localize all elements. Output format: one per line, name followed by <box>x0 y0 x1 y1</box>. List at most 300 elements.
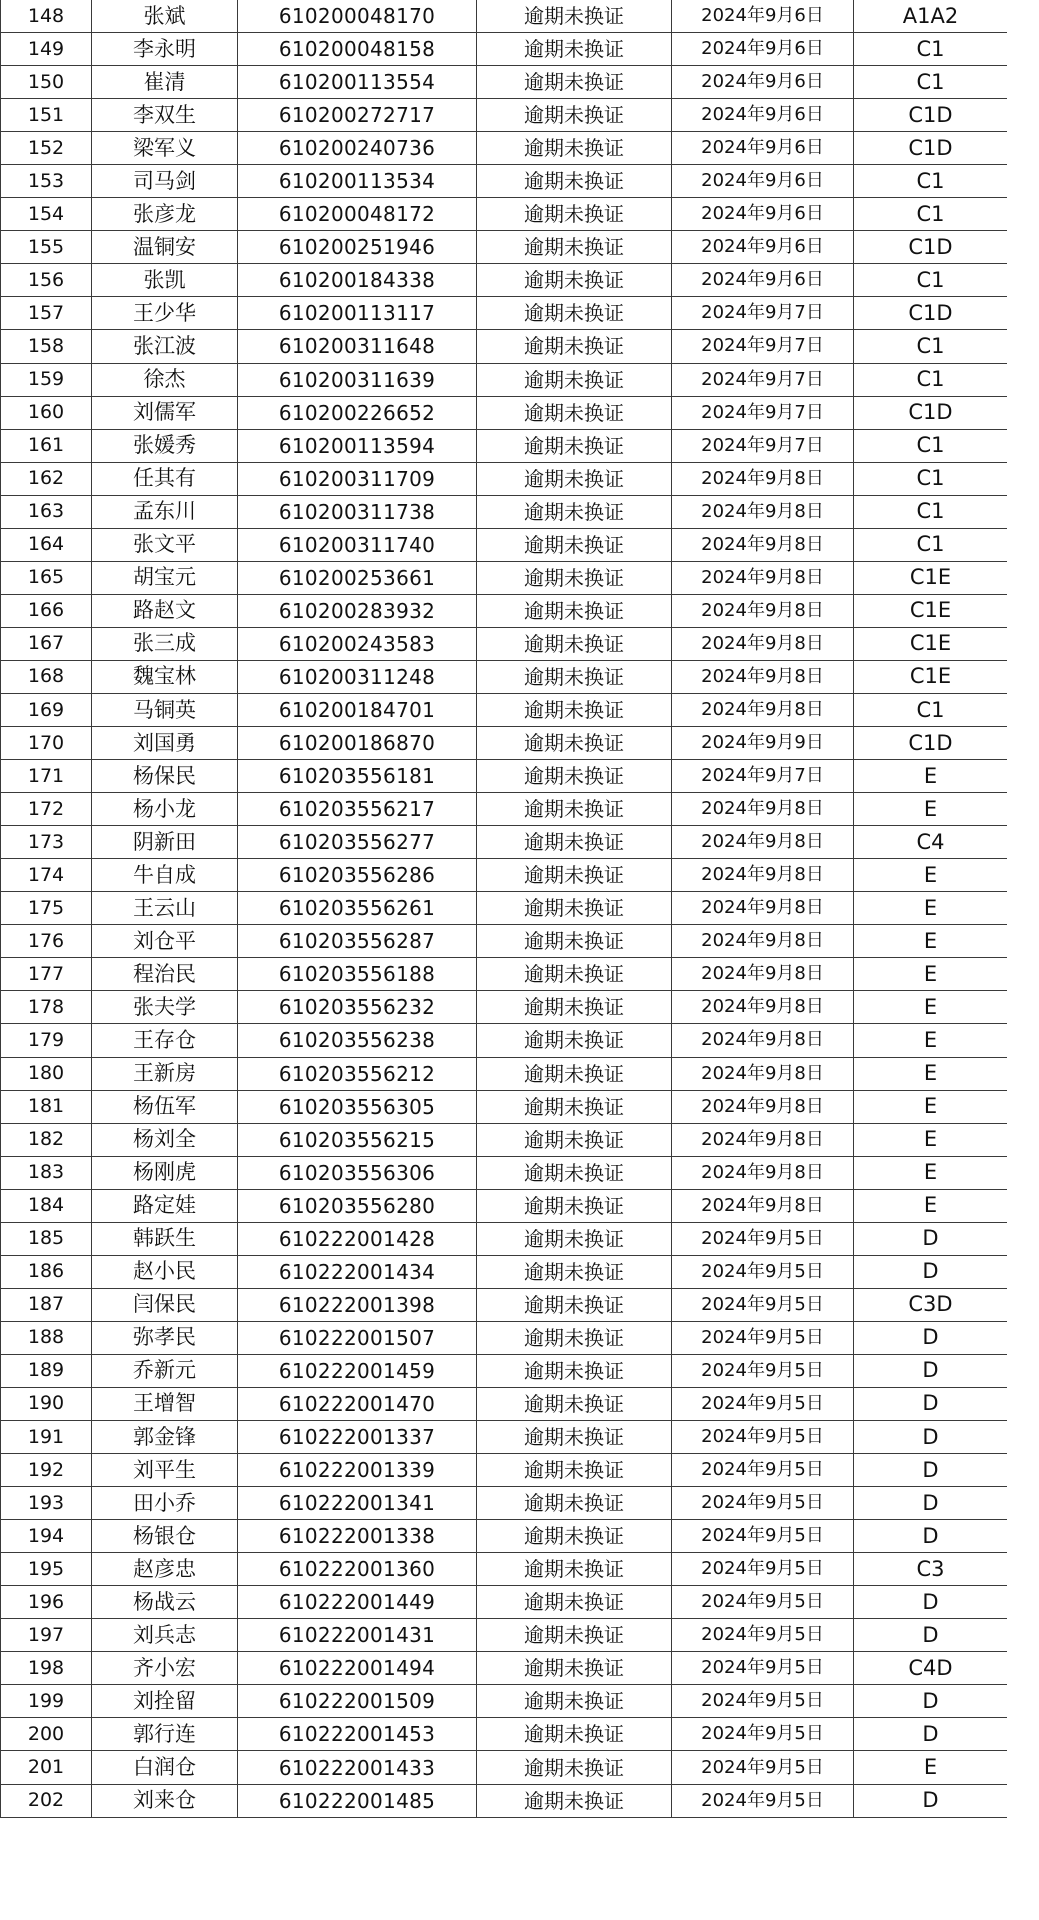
row-number-cell[interactable]: 155 <box>1 231 92 264</box>
license-class-cell[interactable]: C1 <box>854 165 1008 198</box>
row-number-cell[interactable]: 164 <box>1 528 92 561</box>
date-cell[interactable]: 2024年9月8日 <box>672 859 854 892</box>
status-cell[interactable]: 逾期未换证 <box>477 727 672 760</box>
status-cell[interactable]: 逾期未换证 <box>477 1553 672 1586</box>
row-number-cell[interactable]: 172 <box>1 793 92 826</box>
license-number-cell[interactable]: 610222001494 <box>238 1652 477 1685</box>
license-class-cell[interactable]: E <box>854 760 1008 793</box>
license-number-cell[interactable]: 610222001338 <box>238 1520 477 1553</box>
row-number-cell[interactable]: 180 <box>1 1057 92 1090</box>
license-class-cell[interactable]: C1D <box>854 396 1008 429</box>
status-cell[interactable]: 逾期未换证 <box>477 793 672 826</box>
license-number-cell[interactable]: 610203556217 <box>238 793 477 826</box>
date-cell[interactable]: 2024年9月7日 <box>672 330 854 363</box>
date-cell[interactable]: 2024年9月8日 <box>672 793 854 826</box>
name-cell[interactable]: 胡宝元 <box>92 561 238 594</box>
license-class-cell[interactable]: C1 <box>854 528 1008 561</box>
date-cell[interactable]: 2024年9月5日 <box>672 1288 854 1321</box>
license-class-cell[interactable]: D <box>854 1454 1008 1487</box>
name-cell[interactable]: 刘平生 <box>92 1454 238 1487</box>
status-cell[interactable]: 逾期未换证 <box>477 760 672 793</box>
status-cell[interactable]: 逾期未换证 <box>477 66 672 99</box>
status-cell[interactable]: 逾期未换证 <box>477 99 672 132</box>
date-cell[interactable]: 2024年9月5日 <box>672 1619 854 1652</box>
license-number-cell[interactable]: 610200311639 <box>238 363 477 396</box>
status-cell[interactable]: 逾期未换证 <box>477 1619 672 1652</box>
row-number-cell[interactable]: 163 <box>1 495 92 528</box>
license-number-cell[interactable]: 610203556286 <box>238 859 477 892</box>
license-class-cell[interactable]: D <box>854 1255 1008 1288</box>
license-class-cell[interactable]: C3D <box>854 1288 1008 1321</box>
row-number-cell[interactable]: 177 <box>1 958 92 991</box>
row-number-cell[interactable]: 176 <box>1 925 92 958</box>
name-cell[interactable]: 路定娃 <box>92 1189 238 1222</box>
status-cell[interactable]: 逾期未换证 <box>477 1421 672 1454</box>
status-cell[interactable]: 逾期未换证 <box>477 594 672 627</box>
status-cell[interactable]: 逾期未换证 <box>477 1718 672 1751</box>
name-cell[interactable]: 刘兵志 <box>92 1619 238 1652</box>
license-number-cell[interactable]: 610200311648 <box>238 330 477 363</box>
row-number-cell[interactable]: 160 <box>1 396 92 429</box>
license-class-cell[interactable]: E <box>854 925 1008 958</box>
license-number-cell[interactable]: 610222001485 <box>238 1784 477 1817</box>
status-cell[interactable]: 逾期未换证 <box>477 495 672 528</box>
name-cell[interactable]: 乔新元 <box>92 1354 238 1387</box>
license-number-cell[interactable]: 610222001360 <box>238 1553 477 1586</box>
name-cell[interactable]: 张文平 <box>92 528 238 561</box>
date-cell[interactable]: 2024年9月8日 <box>672 925 854 958</box>
license-number-cell[interactable]: 610200048170 <box>238 0 477 33</box>
name-cell[interactable]: 李永明 <box>92 33 238 66</box>
status-cell[interactable]: 逾期未换证 <box>477 462 672 495</box>
date-cell[interactable]: 2024年9月9日 <box>672 727 854 760</box>
name-cell[interactable]: 王存仓 <box>92 1024 238 1057</box>
row-number-cell[interactable]: 154 <box>1 198 92 231</box>
row-number-cell[interactable]: 165 <box>1 561 92 594</box>
status-cell[interactable]: 逾期未换证 <box>477 297 672 330</box>
status-cell[interactable]: 逾期未换证 <box>477 1387 672 1420</box>
name-cell[interactable]: 阴新田 <box>92 826 238 859</box>
date-cell[interactable]: 2024年9月5日 <box>672 1553 854 1586</box>
row-number-cell[interactable]: 193 <box>1 1487 92 1520</box>
name-cell[interactable]: 赵小民 <box>92 1255 238 1288</box>
status-cell[interactable]: 逾期未换证 <box>477 1189 672 1222</box>
status-cell[interactable]: 逾期未换证 <box>477 925 672 958</box>
date-cell[interactable]: 2024年9月8日 <box>672 561 854 594</box>
row-number-cell[interactable]: 156 <box>1 264 92 297</box>
row-number-cell[interactable]: 187 <box>1 1288 92 1321</box>
name-cell[interactable]: 孟东川 <box>92 495 238 528</box>
status-cell[interactable]: 逾期未换证 <box>477 1321 672 1354</box>
status-cell[interactable]: 逾期未换证 <box>477 1288 672 1321</box>
status-cell[interactable]: 逾期未换证 <box>477 1454 672 1487</box>
license-class-cell[interactable]: C4D <box>854 1652 1008 1685</box>
license-number-cell[interactable]: 610222001453 <box>238 1718 477 1751</box>
license-class-cell[interactable]: E <box>854 1057 1008 1090</box>
license-number-cell[interactable]: 610200311738 <box>238 495 477 528</box>
date-cell[interactable]: 2024年9月5日 <box>672 1520 854 1553</box>
date-cell[interactable]: 2024年9月6日 <box>672 33 854 66</box>
name-cell[interactable]: 齐小宏 <box>92 1652 238 1685</box>
date-cell[interactable]: 2024年9月8日 <box>672 1156 854 1189</box>
license-class-cell[interactable]: D <box>854 1387 1008 1420</box>
date-cell[interactable]: 2024年9月5日 <box>672 1586 854 1619</box>
date-cell[interactable]: 2024年9月7日 <box>672 396 854 429</box>
license-number-cell[interactable]: 610200048172 <box>238 198 477 231</box>
date-cell[interactable]: 2024年9月5日 <box>672 1354 854 1387</box>
date-cell[interactable]: 2024年9月6日 <box>672 0 854 33</box>
date-cell[interactable]: 2024年9月5日 <box>672 1255 854 1288</box>
status-cell[interactable]: 逾期未换证 <box>477 1024 672 1057</box>
status-cell[interactable]: 逾期未换证 <box>477 264 672 297</box>
status-cell[interactable]: 逾期未换证 <box>477 1057 672 1090</box>
license-number-cell[interactable]: 610200311740 <box>238 528 477 561</box>
status-cell[interactable]: 逾期未换证 <box>477 1652 672 1685</box>
name-cell[interactable]: 王增智 <box>92 1387 238 1420</box>
row-number-cell[interactable]: 157 <box>1 297 92 330</box>
license-class-cell[interactable]: D <box>854 1685 1008 1718</box>
license-class-cell[interactable]: C4 <box>854 826 1008 859</box>
license-class-cell[interactable]: C1D <box>854 132 1008 165</box>
name-cell[interactable]: 刘仓平 <box>92 925 238 958</box>
row-number-cell[interactable]: 200 <box>1 1718 92 1751</box>
license-class-cell[interactable]: D <box>854 1586 1008 1619</box>
name-cell[interactable]: 郭行连 <box>92 1718 238 1751</box>
row-number-cell[interactable]: 178 <box>1 991 92 1024</box>
license-class-cell[interactable]: D <box>854 1321 1008 1354</box>
license-class-cell[interactable]: E <box>854 958 1008 991</box>
license-class-cell[interactable]: C1 <box>854 429 1008 462</box>
license-number-cell[interactable]: 610222001431 <box>238 1619 477 1652</box>
license-number-cell[interactable]: 610200253661 <box>238 561 477 594</box>
status-cell[interactable]: 逾期未换证 <box>477 363 672 396</box>
row-number-cell[interactable]: 159 <box>1 363 92 396</box>
license-number-cell[interactable]: 610203556277 <box>238 826 477 859</box>
date-cell[interactable]: 2024年9月7日 <box>672 297 854 330</box>
status-cell[interactable]: 逾期未换证 <box>477 1487 672 1520</box>
date-cell[interactable]: 2024年9月5日 <box>672 1421 854 1454</box>
name-cell[interactable]: 杨银仓 <box>92 1520 238 1553</box>
status-cell[interactable]: 逾期未换证 <box>477 826 672 859</box>
license-number-cell[interactable]: 610200113534 <box>238 165 477 198</box>
name-cell[interactable]: 白润仓 <box>92 1751 238 1784</box>
license-class-cell[interactable]: C1 <box>854 198 1008 231</box>
row-number-cell[interactable]: 170 <box>1 727 92 760</box>
name-cell[interactable]: 刘拴留 <box>92 1685 238 1718</box>
name-cell[interactable]: 张三成 <box>92 627 238 660</box>
date-cell[interactable]: 2024年9月8日 <box>672 495 854 528</box>
name-cell[interactable]: 郭金锋 <box>92 1421 238 1454</box>
license-class-cell[interactable]: A1A2 <box>854 0 1008 33</box>
date-cell[interactable]: 2024年9月8日 <box>672 991 854 1024</box>
license-class-cell[interactable]: C1 <box>854 462 1008 495</box>
name-cell[interactable]: 张彦龙 <box>92 198 238 231</box>
row-number-cell[interactable]: 197 <box>1 1619 92 1652</box>
name-cell[interactable]: 司马剑 <box>92 165 238 198</box>
date-cell[interactable]: 2024年9月5日 <box>672 1652 854 1685</box>
row-number-cell[interactable]: 171 <box>1 760 92 793</box>
date-cell[interactable]: 2024年9月8日 <box>672 660 854 693</box>
license-class-cell[interactable]: E <box>854 1189 1008 1222</box>
date-cell[interactable]: 2024年9月5日 <box>672 1321 854 1354</box>
license-class-cell[interactable]: C1 <box>854 693 1008 726</box>
license-number-cell[interactable]: 610200048158 <box>238 33 477 66</box>
license-number-cell[interactable]: 610203556181 <box>238 760 477 793</box>
row-number-cell[interactable]: 190 <box>1 1387 92 1420</box>
name-cell[interactable]: 梁军义 <box>92 132 238 165</box>
status-cell[interactable]: 逾期未换证 <box>477 958 672 991</box>
date-cell[interactable]: 2024年9月7日 <box>672 760 854 793</box>
license-class-cell[interactable]: C1 <box>854 66 1008 99</box>
name-cell[interactable]: 杨伍军 <box>92 1090 238 1123</box>
status-cell[interactable]: 逾期未换证 <box>477 1156 672 1189</box>
license-number-cell[interactable]: 610222001339 <box>238 1454 477 1487</box>
date-cell[interactable]: 2024年9月6日 <box>672 132 854 165</box>
status-cell[interactable]: 逾期未换证 <box>477 528 672 561</box>
license-number-cell[interactable]: 610200184701 <box>238 693 477 726</box>
name-cell[interactable]: 王少华 <box>92 297 238 330</box>
row-number-cell[interactable]: 158 <box>1 330 92 363</box>
license-class-cell[interactable]: E <box>854 1024 1008 1057</box>
license-class-cell[interactable]: C1E <box>854 660 1008 693</box>
date-cell[interactable]: 2024年9月8日 <box>672 1123 854 1156</box>
date-cell[interactable]: 2024年9月6日 <box>672 165 854 198</box>
license-class-cell[interactable]: C3 <box>854 1553 1008 1586</box>
status-cell[interactable]: 逾期未换证 <box>477 660 672 693</box>
row-number-cell[interactable]: 182 <box>1 1123 92 1156</box>
date-cell[interactable]: 2024年9月6日 <box>672 264 854 297</box>
name-cell[interactable]: 刘儒军 <box>92 396 238 429</box>
date-cell[interactable]: 2024年9月8日 <box>672 1024 854 1057</box>
license-number-cell[interactable]: 610200251946 <box>238 231 477 264</box>
name-cell[interactable]: 魏宝林 <box>92 660 238 693</box>
date-cell[interactable]: 2024年9月7日 <box>672 429 854 462</box>
date-cell[interactable]: 2024年9月5日 <box>672 1454 854 1487</box>
row-number-cell[interactable]: 148 <box>1 0 92 33</box>
status-cell[interactable]: 逾期未换证 <box>477 132 672 165</box>
status-cell[interactable]: 逾期未换证 <box>477 198 672 231</box>
license-number-cell[interactable]: 610200113554 <box>238 66 477 99</box>
date-cell[interactable]: 2024年9月5日 <box>672 1222 854 1255</box>
license-number-cell[interactable]: 610200243583 <box>238 627 477 660</box>
license-number-cell[interactable]: 610200226652 <box>238 396 477 429</box>
status-cell[interactable]: 逾期未换证 <box>477 991 672 1024</box>
license-class-cell[interactable]: E <box>854 1090 1008 1123</box>
license-class-cell[interactable]: C1D <box>854 231 1008 264</box>
license-class-cell[interactable]: D <box>854 1487 1008 1520</box>
row-number-cell[interactable]: 195 <box>1 1553 92 1586</box>
license-class-cell[interactable]: C1E <box>854 594 1008 627</box>
name-cell[interactable]: 崔清 <box>92 66 238 99</box>
license-class-cell[interactable]: D <box>854 1718 1008 1751</box>
date-cell[interactable]: 2024年9月8日 <box>672 594 854 627</box>
license-class-cell[interactable]: D <box>854 1784 1008 1817</box>
name-cell[interactable]: 王新房 <box>92 1057 238 1090</box>
name-cell[interactable]: 刘来仓 <box>92 1784 238 1817</box>
name-cell[interactable]: 路赵文 <box>92 594 238 627</box>
license-class-cell[interactable]: D <box>854 1222 1008 1255</box>
license-class-cell[interactable]: C1E <box>854 627 1008 660</box>
license-number-cell[interactable]: 610203556215 <box>238 1123 477 1156</box>
row-number-cell[interactable]: 174 <box>1 859 92 892</box>
date-cell[interactable]: 2024年9月8日 <box>672 826 854 859</box>
name-cell[interactable]: 徐杰 <box>92 363 238 396</box>
license-number-cell[interactable]: 610222001428 <box>238 1222 477 1255</box>
license-number-cell[interactable]: 610200113594 <box>238 429 477 462</box>
name-cell[interactable]: 牛自成 <box>92 859 238 892</box>
row-number-cell[interactable]: 169 <box>1 693 92 726</box>
name-cell[interactable]: 马铜英 <box>92 693 238 726</box>
name-cell[interactable]: 赵彦忠 <box>92 1553 238 1586</box>
license-number-cell[interactable]: 610222001507 <box>238 1321 477 1354</box>
status-cell[interactable]: 逾期未换证 <box>477 1354 672 1387</box>
row-number-cell[interactable]: 161 <box>1 429 92 462</box>
license-class-cell[interactable]: C1 <box>854 330 1008 363</box>
row-number-cell[interactable]: 175 <box>1 892 92 925</box>
date-cell[interactable]: 2024年9月6日 <box>672 231 854 264</box>
license-class-cell[interactable]: C1 <box>854 264 1008 297</box>
status-cell[interactable]: 逾期未换证 <box>477 1123 672 1156</box>
date-cell[interactable]: 2024年9月5日 <box>672 1685 854 1718</box>
row-number-cell[interactable]: 188 <box>1 1321 92 1354</box>
row-number-cell[interactable]: 179 <box>1 1024 92 1057</box>
name-cell[interactable]: 杨刚虎 <box>92 1156 238 1189</box>
row-number-cell[interactable]: 189 <box>1 1354 92 1387</box>
row-number-cell[interactable]: 199 <box>1 1685 92 1718</box>
status-cell[interactable]: 逾期未换证 <box>477 396 672 429</box>
row-number-cell[interactable]: 153 <box>1 165 92 198</box>
row-number-cell[interactable]: 191 <box>1 1421 92 1454</box>
date-cell[interactable]: 2024年9月6日 <box>672 198 854 231</box>
date-cell[interactable]: 2024年9月8日 <box>672 462 854 495</box>
name-cell[interactable]: 张凯 <box>92 264 238 297</box>
license-number-cell[interactable]: 610203556261 <box>238 892 477 925</box>
license-number-cell[interactable]: 610200311709 <box>238 462 477 495</box>
date-cell[interactable]: 2024年9月8日 <box>672 693 854 726</box>
status-cell[interactable]: 逾期未换证 <box>477 429 672 462</box>
row-number-cell[interactable]: 173 <box>1 826 92 859</box>
row-number-cell[interactable]: 194 <box>1 1520 92 1553</box>
row-number-cell[interactable]: 181 <box>1 1090 92 1123</box>
date-cell[interactable]: 2024年9月8日 <box>672 1057 854 1090</box>
date-cell[interactable]: 2024年9月5日 <box>672 1387 854 1420</box>
status-cell[interactable]: 逾期未换证 <box>477 859 672 892</box>
row-number-cell[interactable]: 202 <box>1 1784 92 1817</box>
license-class-cell[interactable]: C1D <box>854 99 1008 132</box>
status-cell[interactable]: 逾期未换证 <box>477 1222 672 1255</box>
license-number-cell[interactable]: 610200186870 <box>238 727 477 760</box>
date-cell[interactable]: 2024年9月6日 <box>672 99 854 132</box>
name-cell[interactable]: 张媛秀 <box>92 429 238 462</box>
license-number-cell[interactable]: 610200272717 <box>238 99 477 132</box>
row-number-cell[interactable]: 162 <box>1 462 92 495</box>
status-cell[interactable]: 逾期未换证 <box>477 330 672 363</box>
status-cell[interactable]: 逾期未换证 <box>477 1685 672 1718</box>
license-number-cell[interactable]: 610200311248 <box>238 660 477 693</box>
date-cell[interactable]: 2024年9月5日 <box>672 1784 854 1817</box>
status-cell[interactable]: 逾期未换证 <box>477 33 672 66</box>
status-cell[interactable]: 逾期未换证 <box>477 1520 672 1553</box>
license-class-cell[interactable]: E <box>854 793 1008 826</box>
license-number-cell[interactable]: 610203556305 <box>238 1090 477 1123</box>
license-number-cell[interactable]: 610222001341 <box>238 1487 477 1520</box>
license-number-cell[interactable]: 610222001449 <box>238 1586 477 1619</box>
row-number-cell[interactable]: 183 <box>1 1156 92 1189</box>
name-cell[interactable]: 弥孝民 <box>92 1321 238 1354</box>
row-number-cell[interactable]: 196 <box>1 1586 92 1619</box>
date-cell[interactable]: 2024年9月8日 <box>672 1090 854 1123</box>
row-number-cell[interactable]: 150 <box>1 66 92 99</box>
license-number-cell[interactable]: 610203556238 <box>238 1024 477 1057</box>
name-cell[interactable]: 杨战云 <box>92 1586 238 1619</box>
status-cell[interactable]: 逾期未换证 <box>477 627 672 660</box>
license-class-cell[interactable]: E <box>854 892 1008 925</box>
status-cell[interactable]: 逾期未换证 <box>477 693 672 726</box>
license-class-cell[interactable]: D <box>854 1619 1008 1652</box>
name-cell[interactable]: 程治民 <box>92 958 238 991</box>
row-number-cell[interactable]: 192 <box>1 1454 92 1487</box>
row-number-cell[interactable]: 149 <box>1 33 92 66</box>
license-number-cell[interactable]: 610222001509 <box>238 1685 477 1718</box>
status-cell[interactable]: 逾期未换证 <box>477 231 672 264</box>
name-cell[interactable]: 韩跃生 <box>92 1222 238 1255</box>
row-number-cell[interactable]: 152 <box>1 132 92 165</box>
license-number-cell[interactable]: 610203556232 <box>238 991 477 1024</box>
name-cell[interactable]: 田小乔 <box>92 1487 238 1520</box>
status-cell[interactable]: 逾期未换证 <box>477 1255 672 1288</box>
name-cell[interactable]: 温铜安 <box>92 231 238 264</box>
row-number-cell[interactable]: 151 <box>1 99 92 132</box>
license-number-cell[interactable]: 610222001470 <box>238 1387 477 1420</box>
license-number-cell[interactable]: 610222001337 <box>238 1421 477 1454</box>
license-class-cell[interactable]: C1 <box>854 33 1008 66</box>
status-cell[interactable]: 逾期未换证 <box>477 561 672 594</box>
status-cell[interactable]: 逾期未换证 <box>477 1784 672 1817</box>
row-number-cell[interactable]: 168 <box>1 660 92 693</box>
license-class-cell[interactable]: C1D <box>854 727 1008 760</box>
license-class-cell[interactable]: E <box>854 1751 1008 1784</box>
row-number-cell[interactable]: 186 <box>1 1255 92 1288</box>
name-cell[interactable]: 杨小龙 <box>92 793 238 826</box>
license-number-cell[interactable]: 610203556306 <box>238 1156 477 1189</box>
status-cell[interactable]: 逾期未换证 <box>477 892 672 925</box>
license-number-cell[interactable]: 610203556212 <box>238 1057 477 1090</box>
row-number-cell[interactable]: 167 <box>1 627 92 660</box>
license-class-cell[interactable]: D <box>854 1421 1008 1454</box>
date-cell[interactable]: 2024年9月8日 <box>672 892 854 925</box>
date-cell[interactable]: 2024年9月7日 <box>672 363 854 396</box>
license-number-cell[interactable]: 610222001459 <box>238 1354 477 1387</box>
license-number-cell[interactable]: 610222001434 <box>238 1255 477 1288</box>
status-cell[interactable]: 逾期未换证 <box>477 0 672 33</box>
date-cell[interactable]: 2024年9月6日 <box>672 66 854 99</box>
row-number-cell[interactable]: 166 <box>1 594 92 627</box>
name-cell[interactable]: 张斌 <box>92 0 238 33</box>
license-class-cell[interactable]: E <box>854 859 1008 892</box>
license-number-cell[interactable]: 610203556188 <box>238 958 477 991</box>
name-cell[interactable]: 张夫学 <box>92 991 238 1024</box>
date-cell[interactable]: 2024年9月5日 <box>672 1751 854 1784</box>
row-number-cell[interactable]: 201 <box>1 1751 92 1784</box>
name-cell[interactable]: 刘国勇 <box>92 727 238 760</box>
license-class-cell[interactable]: E <box>854 1123 1008 1156</box>
name-cell[interactable]: 闫保民 <box>92 1288 238 1321</box>
license-class-cell[interactable]: C1E <box>854 561 1008 594</box>
row-number-cell[interactable]: 184 <box>1 1189 92 1222</box>
row-number-cell[interactable]: 198 <box>1 1652 92 1685</box>
date-cell[interactable]: 2024年9月5日 <box>672 1718 854 1751</box>
date-cell[interactable]: 2024年9月8日 <box>672 528 854 561</box>
